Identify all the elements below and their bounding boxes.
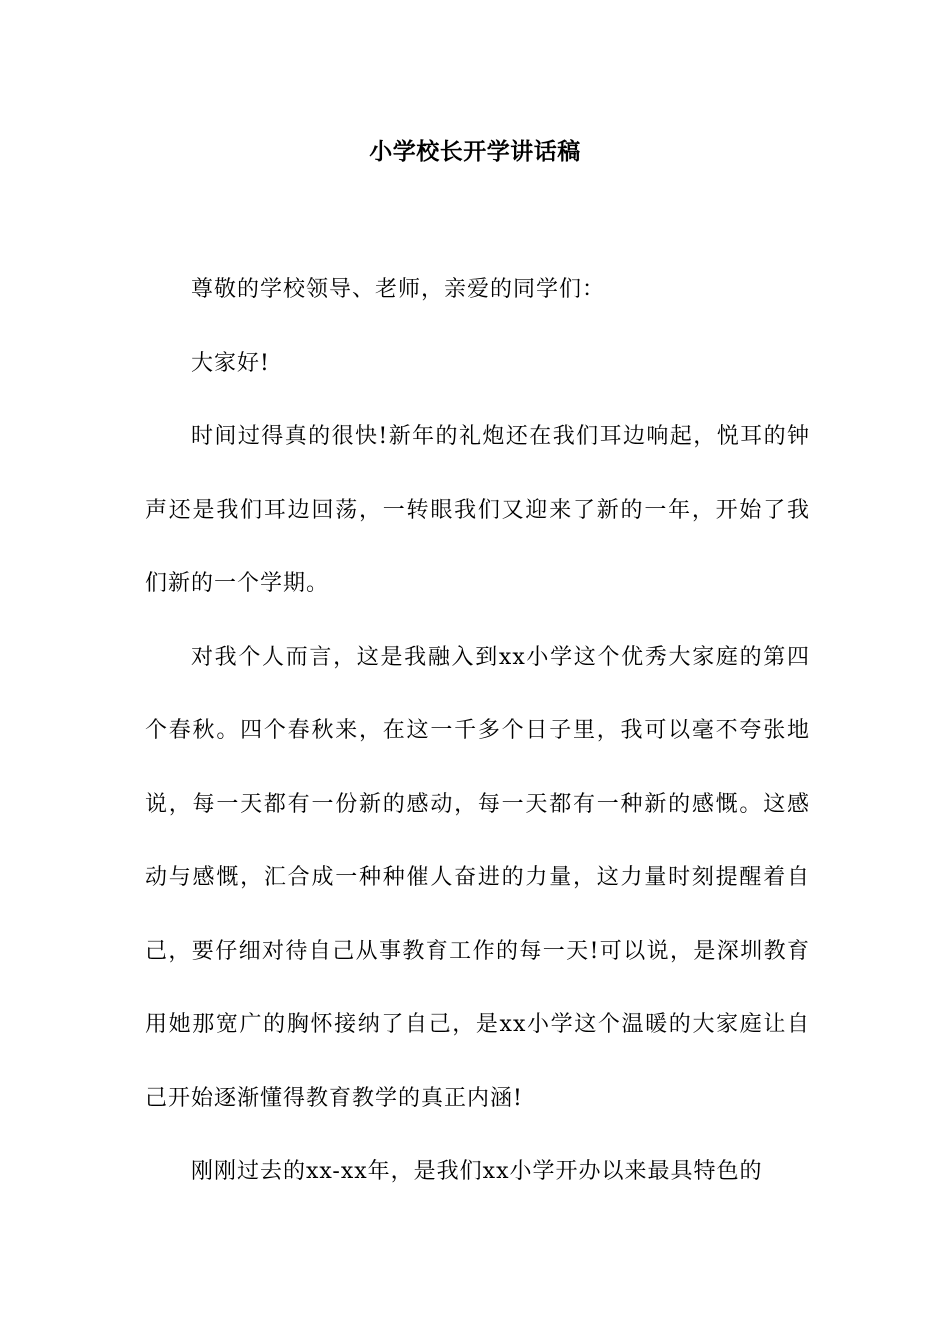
document-title: 小学校长开学讲话稿 — [369, 139, 581, 165]
body-paragraph-3: 刚刚过去的xx-xx年，是我们xx小学开办以来最具特色的 — [191, 1159, 763, 1184]
salutation-paragraph: 尊敬的学校领导、老师，亲爱的同学们： — [191, 277, 606, 302]
greeting-paragraph: 大家好! — [191, 350, 270, 376]
body-paragraph-2: 对我个人而言，这是我融入到xx小学这个优秀大家庭的第四个春秋。四个春秋来，在这一千多个日子里，我可以毫不夸张地说，每一天都有一份新的感动，每一天都有一种新的感慨。这感动与感慨，汇合成一种种催人奋进的力量，这力量时刻提醒着自己，要仔细对待自己从事教育工作的每一天!可以说，是深圳教育用她那宽广的胸怀接纳了自己，是xx小学这个温暖的大家庭让自己开始逐渐懂得教育教学的真正内涵! — [145, 644, 810, 1111]
body-paragraph-1: 时间过得真的很快!新年的礼炮还在我们耳边响起，悦耳的钟声还是我们耳边回荡，一转眼我们又迎来了新的一年，开始了我们新的一个学期。 — [145, 424, 810, 596]
document-body — [145, 253, 810, 1209]
